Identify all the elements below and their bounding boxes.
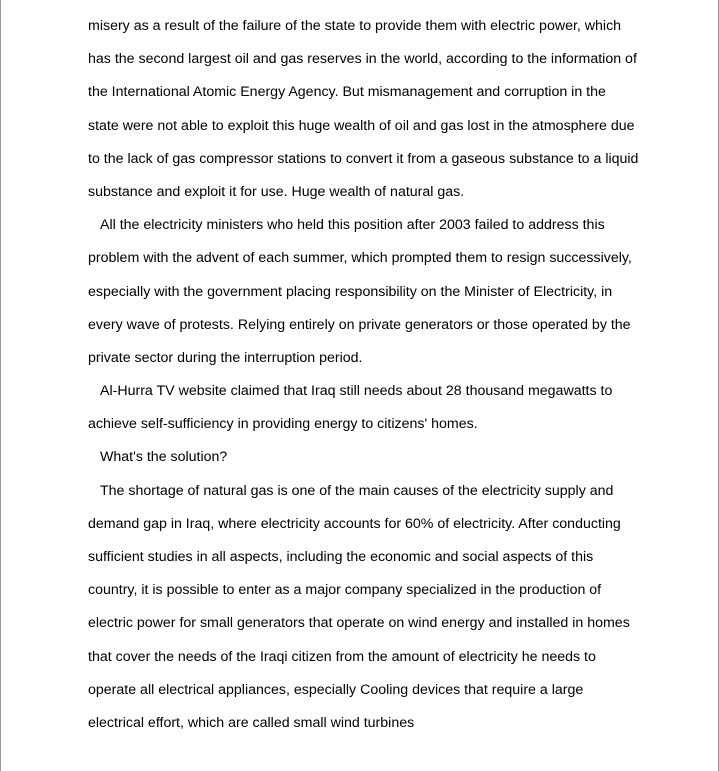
text-line: electrical effort, which are called small wind turbines xyxy=(88,714,415,731)
text-line: substance and exploit it for use. Huge wealth of natural gas. xyxy=(88,183,465,200)
text-line: every wave of protests. Relying entirely on private generators or those operated by the xyxy=(88,316,631,333)
text-line: the International Atomic Energy Agency. But mismanagement and corruption in the xyxy=(88,84,606,101)
text-line: The shortage of natural gas is one of the main causes of the electricity supply and xyxy=(100,482,614,499)
text-line: electric power for small generators that operate on wind energy and installed in homes xyxy=(88,615,630,632)
text-line: state were not able to exploit this huge wealth of oil and gas lost in the atmosphere due xyxy=(88,117,635,134)
page-left-edge xyxy=(0,0,1,771)
text-line: that cover the needs of the Iraqi citizen from the amount of electricity he needs to xyxy=(88,648,596,665)
text-line: problem with the advent of each summer, which prompted them to resign successively, xyxy=(88,250,632,267)
text-line: All the electricity ministers who held this position after 2003 failed to address this xyxy=(100,217,605,234)
text-line: to the lack of gas compressor stations to convert it from a gaseous substance to a liquid xyxy=(88,150,639,167)
text-line: Al-Hurra TV website claimed that Iraq still needs about 28 thousand megawatts to xyxy=(100,383,613,400)
text-line: achieve self-sufficiency in providing energy to citizens' homes. xyxy=(88,416,478,433)
text-line: has the second largest oil and gas reserves in the world, according to the information of xyxy=(88,51,637,68)
text-line: country, it is possible to enter as a major company specialized in the production of xyxy=(88,582,602,599)
text-line: especially with the government placing responsibility on the Minister of Electricity, in xyxy=(88,283,613,300)
text-line: operate all electrical appliances, especially Cooling devices that require a large xyxy=(88,681,584,698)
text-line: misery as a result of the failure of the state to provide them with electric power, which xyxy=(88,18,622,34)
text-line: demand gap in Iraq, where electricity accounts for 60% of electricity. After conducting xyxy=(88,515,621,532)
text-line: private sector during the interruption period. xyxy=(88,349,363,366)
document-body xyxy=(88,10,708,740)
text-line: sufficient studies in all aspects, including the economic and social aspects of this xyxy=(88,549,594,565)
text-line: What's the solution? xyxy=(100,449,228,466)
